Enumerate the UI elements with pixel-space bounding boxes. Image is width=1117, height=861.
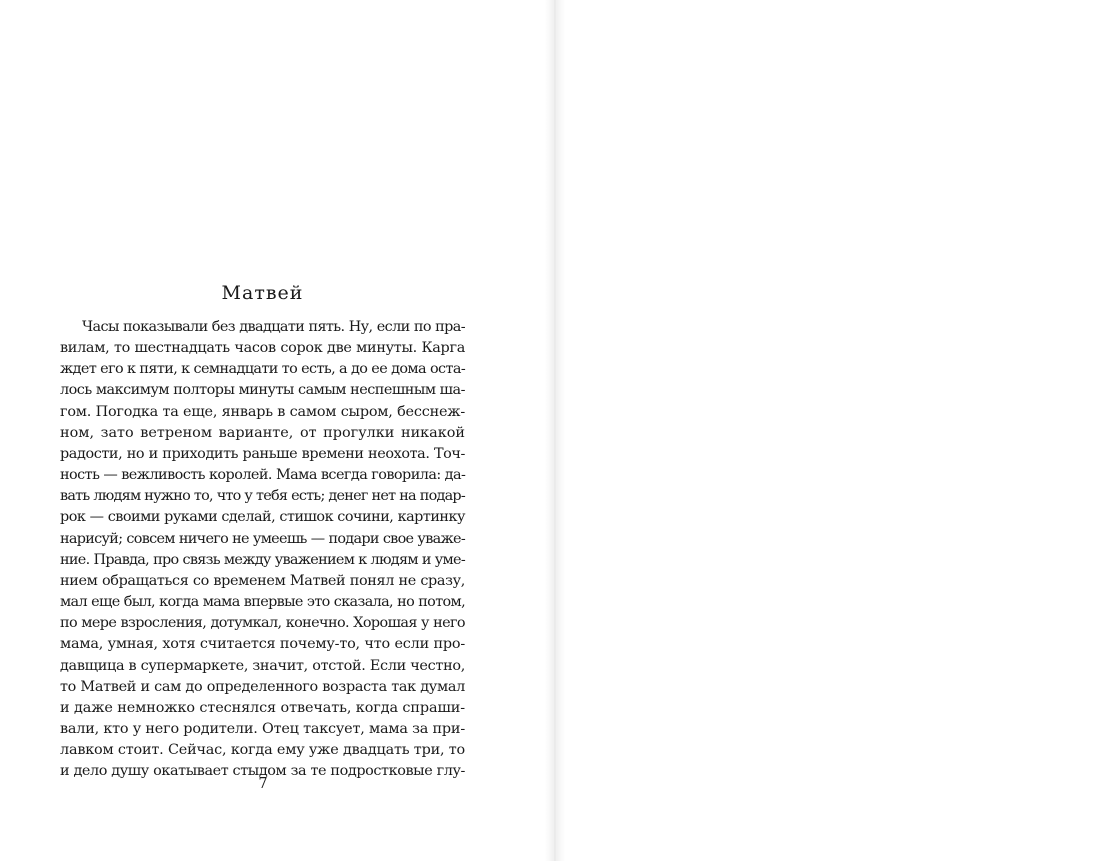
text-line: лавком стоит. Сейчас, когда ему уже двадцать три, то [60, 742, 465, 759]
left-page [0, 0, 555, 861]
text-line: мал еще был, когда мама впервые это сказала, но потом, [60, 594, 465, 611]
left-page-text [60, 317, 465, 782]
text-line: и даже немножко стеснялся отвечать, когда спраши- [60, 699, 465, 716]
text-line: вилам, то шестнадцать часов сорок две минуты. Карга [60, 340, 465, 357]
text-line: вали, кто у него родители. Отец таксует, мама за при- [60, 720, 465, 737]
right-page [556, 0, 1117, 861]
text-line: Часы показывали без двадцати пять. Ну, если по пра- [82, 319, 465, 335]
text-line: по мере взросления, дотумкал, конечно. Хорошая у него [60, 615, 465, 632]
page-number-left: 7 [258, 776, 268, 792]
text-line: ном, зато ветреном варианте, от прогулки никакой [60, 424, 465, 441]
text-line: и дело душу окатывает стыдом за те подростковые глу- [60, 763, 465, 780]
text-line: нарисуй; совсем ничего не умеешь — подари свое уваже- [60, 530, 465, 547]
text-line: радости, но и приходить раньше времени неохота. Точ- [60, 445, 465, 462]
book-gutter [545, 0, 565, 861]
text-line: ность — вежливость королей. Мама всегда говорила: да- [60, 467, 466, 484]
text-line: мама, умная, хотя считается почему-то, что если про- [60, 636, 465, 653]
text-line: вать людям нужно то, что у тебя есть; денег нет на подар- [60, 488, 465, 505]
text-line: то Матвей и сам до определенного возраста так думал [60, 678, 465, 695]
text-line: гом. Погодка та еще, январь в самом сыром, бесснеж- [60, 403, 465, 420]
text-line: ние. Правда, про связь между уважением к людям и уме- [60, 551, 465, 568]
text-line: ждет его к пяти, к семнадцати то есть, а до ее дома оста- [60, 361, 466, 378]
text-line: лось максимум полторы минуты самым неспешным ша- [60, 382, 465, 399]
text-line: рок — своими руками сделай, стишок сочини, картинку [60, 509, 465, 526]
chapter-title: Матвей [221, 282, 304, 304]
text-line: давщица в супермаркете, значит, отстой. Если честно, [60, 657, 466, 674]
text-line: нием обращаться со временем Матвей понял не сразу, [60, 572, 465, 589]
